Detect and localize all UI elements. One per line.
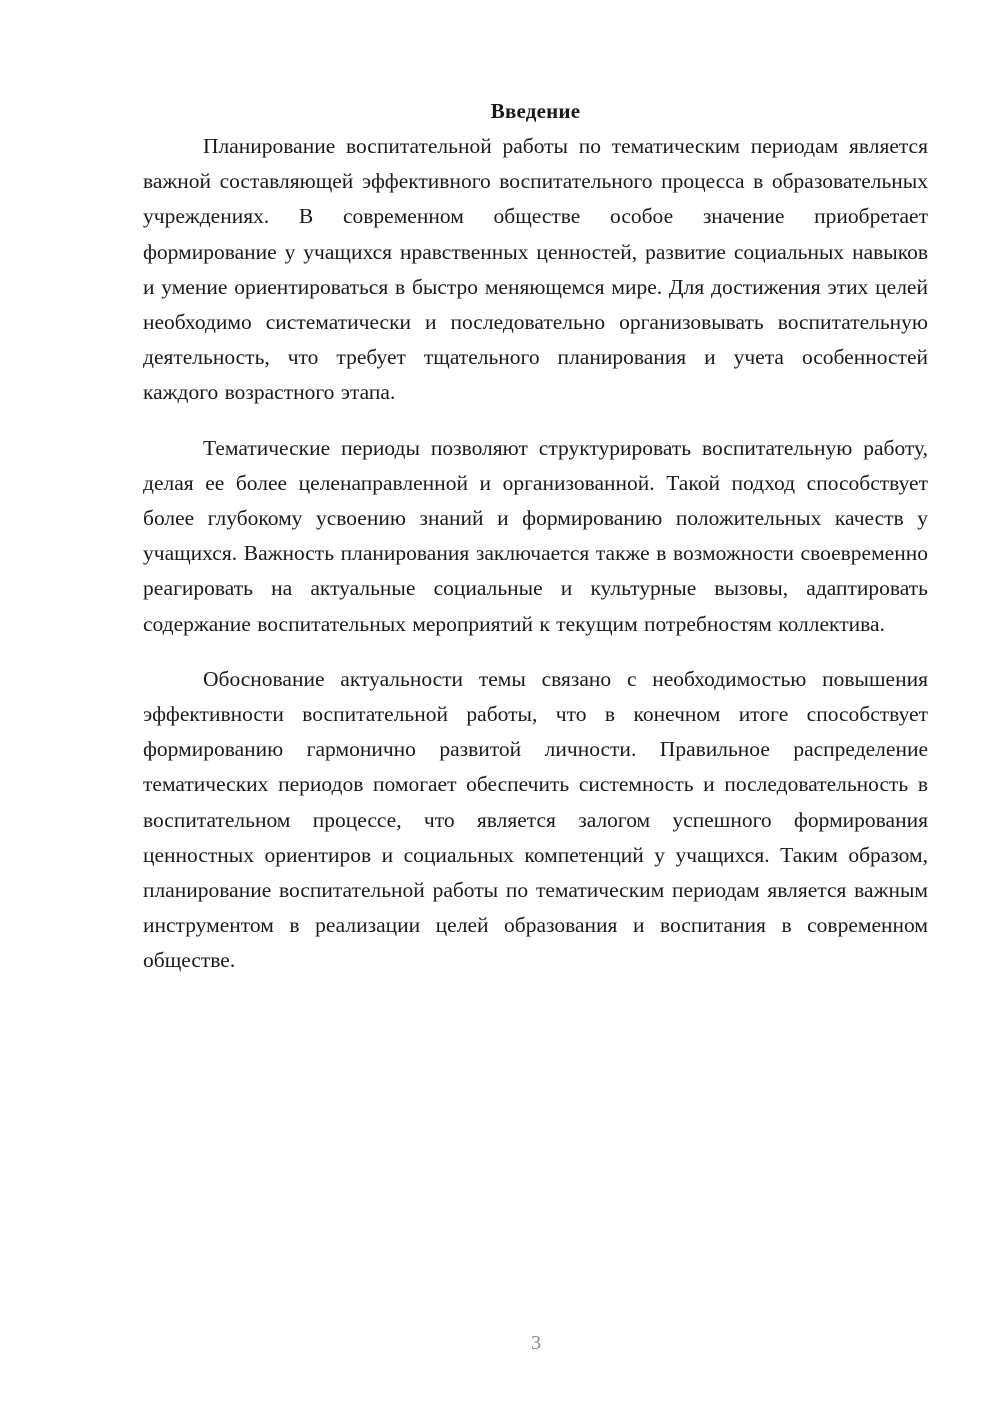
paragraph-2: Тематические периоды позволяют структурировать воспитательную работу, делая ее более целенаправленной и организованной. Такой подход способствует более глубокому усвоению знаний и формированию положительных качеств у учащихся. Важность планирования заключается также в возможности своевременно реагировать на актуальные социальные и культурные вызовы, адаптировать содержание воспитательных мероприятий к текущим потребностям коллектива. [143,435,928,636]
page-content [143,96,928,999]
paragraph-3: Обоснование актуальности темы связано с необходимостью повышения эффективности воспитательной работы, что в конечном итоге способствует формированию гармонично развитой личности. Правильное распределение тематических периодов помогает обеспечить системность и последовательность в воспитательном процессе, что является залогом успешного формирования ценностных ориентиров и социальных компетенций у учащихся. Таким образом, планирование воспитательной работы по тематическим периодам является важным инструментом в реализации целей образования и воспитания в современном обществе. [143,666,928,973]
paragraph-1: Планирование воспитательной работы по тематическим периодам является важной составляющей эффективного воспитательного процесса в образовательных учреждениях. В современном обществе особое значение приобретает формирование у учащихся нравственных ценностей, развитие социальных навыков и умение ориентироваться в быстро меняющемся мире. Для достижения этих целей необходимо систематически и последовательно организовывать воспитательную деятельность, что требует тщательного планирования и учета особенностей каждого возрастного этапа. [143,134,928,405]
section-title: Введение [490,99,581,123]
page-number: 3 [531,1332,541,1354]
